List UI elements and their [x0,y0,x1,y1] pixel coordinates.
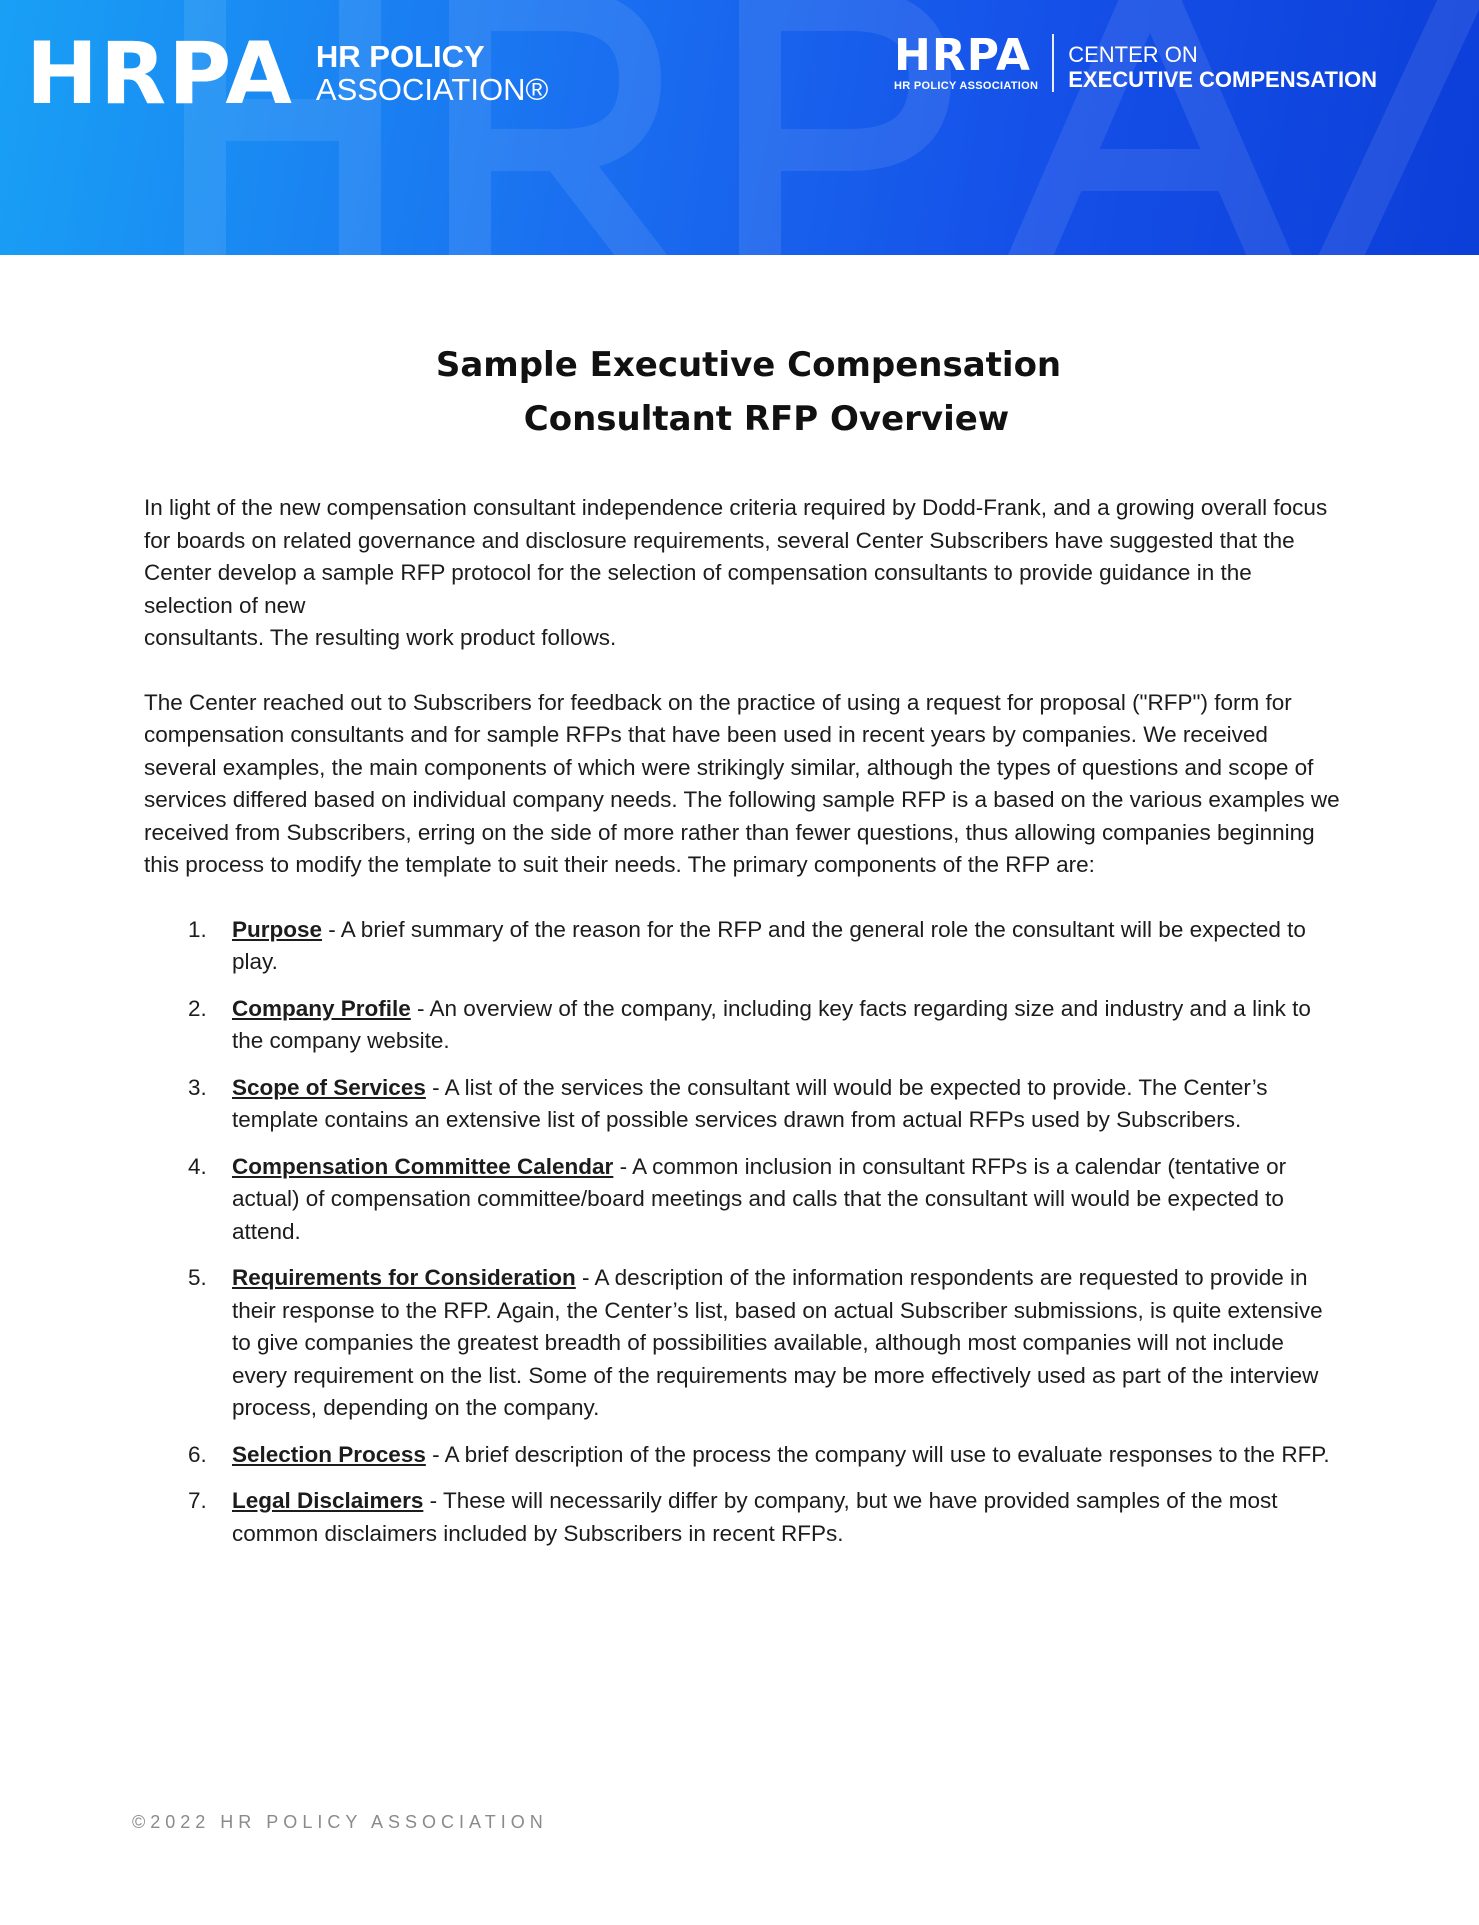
list-number: 5. [188,1265,207,1290]
component-term: Legal Disclaimers [232,1488,424,1513]
component-description: - A brief description of the process the company will use to evaluate responses to the RFP. [425,1441,1330,1467]
component-description: - A description of the information respondents are requested to provide in their response to the RFP. Again, the Center’s list, based on actual Subscriber submissions, is quite extensive to give companies the greatest breadth of possibilities available, although most companies will not include every requirement on the list. Some of the requirements may be more effectively used as part of the interview process, depending on the company. [232,1265,1323,1420]
list-item [144,1439,1344,1472]
association-name [316,41,548,106]
list-item [144,1262,1344,1425]
document-title [0,338,1479,446]
title-line-1: Sample Executive Compensation [435,345,1062,385]
list-item [144,1485,1344,1550]
logo-line-2: ASSOCIATION® [315,72,549,107]
list-number: 6. [188,1441,207,1467]
component-term: Scope of Services [232,1074,426,1100]
list-number: 2. [188,995,207,1021]
hrpa-mini-subtitle: HR POLICY ASSOCIATION [894,80,1039,92]
component-term: Purpose [232,916,323,942]
list-number: 1. [188,916,207,942]
component-term: Selection Process [232,1441,426,1467]
intro-paragraph-2: The Center reached out to Subscribers for feedback on the practice of using a request for proposal ("RFP") form for compensation consultants and for sample RFPs that have been used in recent years by companies. We received several examples, the main components of which were strikingly similar, although the types of questions and scope of services differed based on individual company needs. The following sample RFP is a based on the various examples we received from Subscribers, erring on the side of more rather than fewer questions, thus allowing companies beginning this process to modify the template to suit their needs. The primary components of the RFP are: [144,689,1340,877]
intro-paragraph-1-main: In light of the new compensation consultant independence criteria required by Dodd-Frank, and a growing overall focus for boards on related governance and disclosure requirements, several Center Subscribers have suggested that the Center develop a sample RFP protocol for the selection of compensation consultants to provide guidance in the selection of new [144,495,1328,618]
center-logo [894,30,1378,93]
component-term: Compensation Committee Calendar [232,1153,614,1179]
list-item [144,1072,1344,1137]
component-description: - An overview of the company, including key facts regarding size and industry and a link to the company website. [232,995,1311,1053]
list-number: 7. [188,1488,207,1513]
component-description: - A common inclusion in consultant RFPs is a calendar (tentative or actual) of compensation committee/board meetings and calls that the consultant will would be expected to attend. [232,1153,1287,1244]
component-description: - A list of the services the consultant will would be expected to provide. The Center’s template contains an extensive list of possible services drawn from actual RFPs used by Subscribers. [232,1074,1268,1132]
title-line-2: Consultant RFP Overview [523,399,1010,439]
list-number: 4. [188,1153,207,1179]
copyright-footer: ©2022 HR POLICY ASSOCIATION [132,1812,548,1832]
logo-line-1: HR POLICY [315,39,485,75]
component-term: Company Profile [232,995,411,1021]
hrpa-mini-wordmark: HRPA [894,30,1031,81]
intro-paragraph-1 [144,492,1344,655]
center-name [1068,34,1377,93]
hrpa-logo [26,24,549,124]
component-description: - A brief summary of the reason for the RFP and the general role the consultant will be expected to play. [232,916,1306,974]
component-description: - These will necessarily differ by company, but we have provided samples of the most common disclaimers included by Subscribers in recent RFPs. [232,1488,1278,1546]
header-banner [0,0,1479,255]
components-list [144,914,1344,1551]
list-item [144,993,1344,1058]
component-term: Requirements for Consideration [232,1265,576,1290]
list-item [144,1151,1344,1249]
center-line-1: CENTER ON [1068,42,1198,67]
center-line-2: EXECUTIVE COMPENSATION [1068,67,1378,93]
intro-paragraph-1-end: consultants. The resulting work product follows. [144,625,617,650]
document-body [144,492,1344,1564]
list-number: 3. [188,1074,207,1100]
list-item [144,914,1344,979]
hrpa-mini-logo [894,30,1039,92]
hrpa-wordmark: HRPA [26,24,294,124]
logo-divider [1052,34,1054,92]
